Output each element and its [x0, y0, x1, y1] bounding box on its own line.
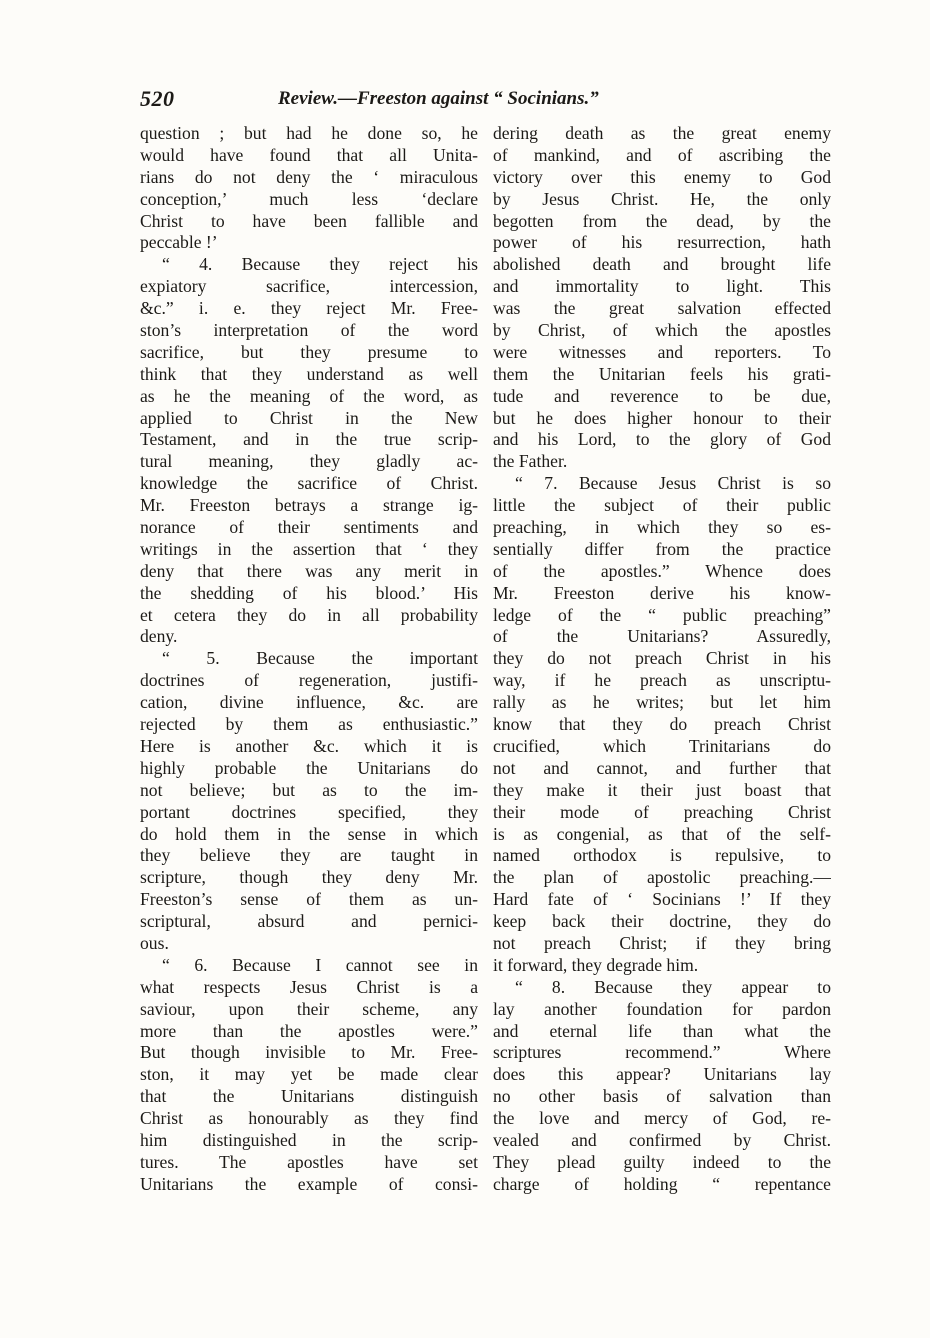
text-line: sacrifice, but they presume to	[140, 341, 478, 362]
text-line: Unitarians the example of consi-	[140, 1173, 478, 1194]
text-line: deny that there was any merit in	[140, 560, 478, 581]
text-line: Christ to have been fallible and	[140, 210, 478, 231]
text-line: applied to Christ in the New	[140, 407, 478, 428]
text-line: sentially differ from the practice	[493, 538, 831, 559]
text-line: think that they understand as well	[140, 363, 478, 384]
text-line: crucified, which Trinitarians do	[493, 735, 831, 756]
text-line: “ 7. Because Jesus Christ is so	[515, 473, 831, 494]
text-line: they believe they are taught in	[140, 845, 478, 866]
text-line: dering death as the great enemy	[493, 123, 831, 143]
text-line: by Christ, of which the apostles	[493, 320, 831, 341]
text-line: their mode of preaching Christ	[493, 801, 831, 822]
text-line: not preach Christ; if they bring	[493, 932, 831, 953]
text-line: abolished death and brought life	[493, 254, 831, 275]
text-line: doctrines of regeneration, justifi-	[140, 670, 478, 691]
text-line: Mr. Freeston derive his know-	[493, 582, 831, 603]
text-line: him distinguished in the scrip-	[140, 1129, 478, 1150]
text-line: But though invisible to Mr. Free-	[140, 1042, 478, 1063]
text-line: tude and reverence to be due,	[493, 385, 831, 406]
text-line: rians do not deny the ‘ miraculous	[140, 166, 478, 187]
right-column	[493, 123, 831, 1213]
text-line: what respects Jesus Christ is a	[140, 976, 478, 997]
text-line: begotten from the dead, by the	[493, 210, 831, 231]
text-line: expiatory sacrifice, intercession,	[140, 276, 478, 297]
text-line: deny.	[140, 626, 178, 647]
text-line: highly probable the Unitarians do	[140, 757, 478, 778]
text-line: Freeston’s sense of them as un-	[140, 889, 478, 910]
text-line: know that they do preach Christ	[493, 714, 831, 735]
text-line: “ 4. Because they reject his	[162, 254, 478, 275]
text-line: they do not preach Christ in his	[493, 648, 831, 669]
text-line: more than the apostles were.”	[140, 1020, 478, 1041]
running-title: Review.—Freeston against “ Socinians.”	[278, 88, 599, 109]
page-number: 520	[140, 86, 175, 111]
text-line: &c.” i. e. they reject Mr. Free-	[140, 298, 478, 319]
text-line: ston, it may yet be made clear	[140, 1064, 478, 1085]
text-line: that the Unitarians distinguish	[140, 1086, 478, 1107]
text-line: of the apostles.” Whence does	[493, 560, 831, 581]
text-line: writings in the assertion that ‘ they	[140, 538, 478, 559]
text-line: and his Lord, to the glory of God	[493, 429, 831, 450]
text-line: does this appear? Unitarians lay	[493, 1064, 831, 1085]
text-line: Testament, and in the true scrip-	[140, 429, 478, 450]
text-line: “ 6. Because I cannot see in	[162, 954, 478, 975]
text-line: lay another foundation for pardon	[493, 998, 831, 1019]
text-line: the plan of apostolic preaching.—	[493, 867, 831, 888]
text-line: them the Unitarian feels his grati-	[493, 363, 831, 384]
text-line: “ 5. Because the important	[162, 648, 478, 669]
text-line: scriptural, absurd and pernici-	[140, 911, 478, 932]
text-line: rally as he writes; but let him	[493, 692, 831, 713]
text-line: was the great salvation effected	[493, 298, 831, 319]
text-line: way, if he preach as unscriptu-	[493, 670, 831, 691]
text-line: little the subject of their public	[493, 495, 831, 516]
text-line: the love and mercy of God, re-	[493, 1108, 831, 1129]
text-line: They plead guilty indeed to the	[493, 1151, 831, 1172]
text-line: not and cannot, and further that	[493, 757, 831, 778]
text-line: Mr. Freeston betrays a strange ig-	[140, 495, 478, 516]
text-line: and eternal life than what the	[493, 1020, 831, 1041]
text-line: norance of their sentiments and	[140, 517, 478, 538]
text-line: is as congenial, as that of the self-	[493, 823, 831, 844]
text-line: tural meaning, they gladly ac-	[140, 451, 478, 472]
text-line: of mankind, and of ascribing the	[493, 144, 831, 165]
text-line: Here is another &c. which it is	[140, 735, 478, 756]
text-line: Hard fate of ‘ Socinians !’ If they	[493, 889, 831, 910]
text-line: would have found that all Unita-	[140, 144, 478, 165]
text-line: “ 8. Because they appear to	[515, 976, 831, 997]
text-line: named orthodox is repulsive, to	[493, 845, 831, 866]
text-line: the shedding of his blood.’ His	[140, 582, 478, 603]
text-line: et cetera they do in all probability	[140, 604, 478, 625]
text-line: no other basis of salvation than	[493, 1086, 831, 1107]
running-head	[140, 86, 830, 112]
text-line: and immortality to light. This	[493, 276, 831, 297]
left-column	[140, 123, 478, 1213]
text-line: keep back their doctrine, they do	[493, 911, 831, 932]
text-line: but he does higher honour to their	[493, 407, 831, 428]
text-line: ston’s interpretation of the word	[140, 320, 478, 341]
text-line: question ; but had he done so, he	[140, 123, 478, 143]
text-line: ledge of the “ public preaching”	[493, 604, 831, 625]
text-line: portant doctrines specified, they	[140, 801, 478, 822]
text-line: knowledge the sacrifice of Christ.	[140, 473, 478, 494]
text-line: peccable !’	[140, 232, 218, 253]
text-line: the Father.	[493, 451, 568, 472]
text-line: of the Unitarians? Assuredly,	[493, 626, 831, 647]
text-line: were witnesses and reporters. To	[493, 341, 831, 362]
text-line: conception,’ much less ‘declare	[140, 188, 478, 209]
text-line: scriptures recommend.” Where	[493, 1042, 831, 1063]
text-line: tures. The apostles have set	[140, 1151, 478, 1172]
text-line: do hold them in the sense in which	[140, 823, 478, 844]
text-line: charge of holding “ repentance	[493, 1173, 831, 1194]
text-line: as he the meaning of the word, as	[140, 385, 478, 406]
text-line: it forward, they degrade him.	[493, 954, 699, 975]
text-line: saviour, upon their scheme, any	[140, 998, 478, 1019]
text-line: preaching, in which they so es-	[493, 517, 831, 538]
text-line: Christ as honourably as they find	[140, 1108, 478, 1129]
text-line: scripture, though they deny Mr.	[140, 867, 478, 888]
text-line: ous.	[140, 932, 169, 953]
text-line: victory over this enemy to God	[493, 166, 831, 187]
text-line: power of his resurrection, hath	[493, 232, 831, 253]
text-line: rejected by them as enthusiastic.”	[140, 714, 478, 735]
text-line: by Jesus Christ. He, the only	[493, 188, 831, 209]
text-line: not believe; but as to the im-	[140, 779, 478, 800]
text-line: cation, divine influence, &c. are	[140, 692, 478, 713]
text-line: vealed and confirmed by Christ.	[493, 1129, 831, 1150]
text-line: they make it their just boast that	[493, 779, 831, 800]
